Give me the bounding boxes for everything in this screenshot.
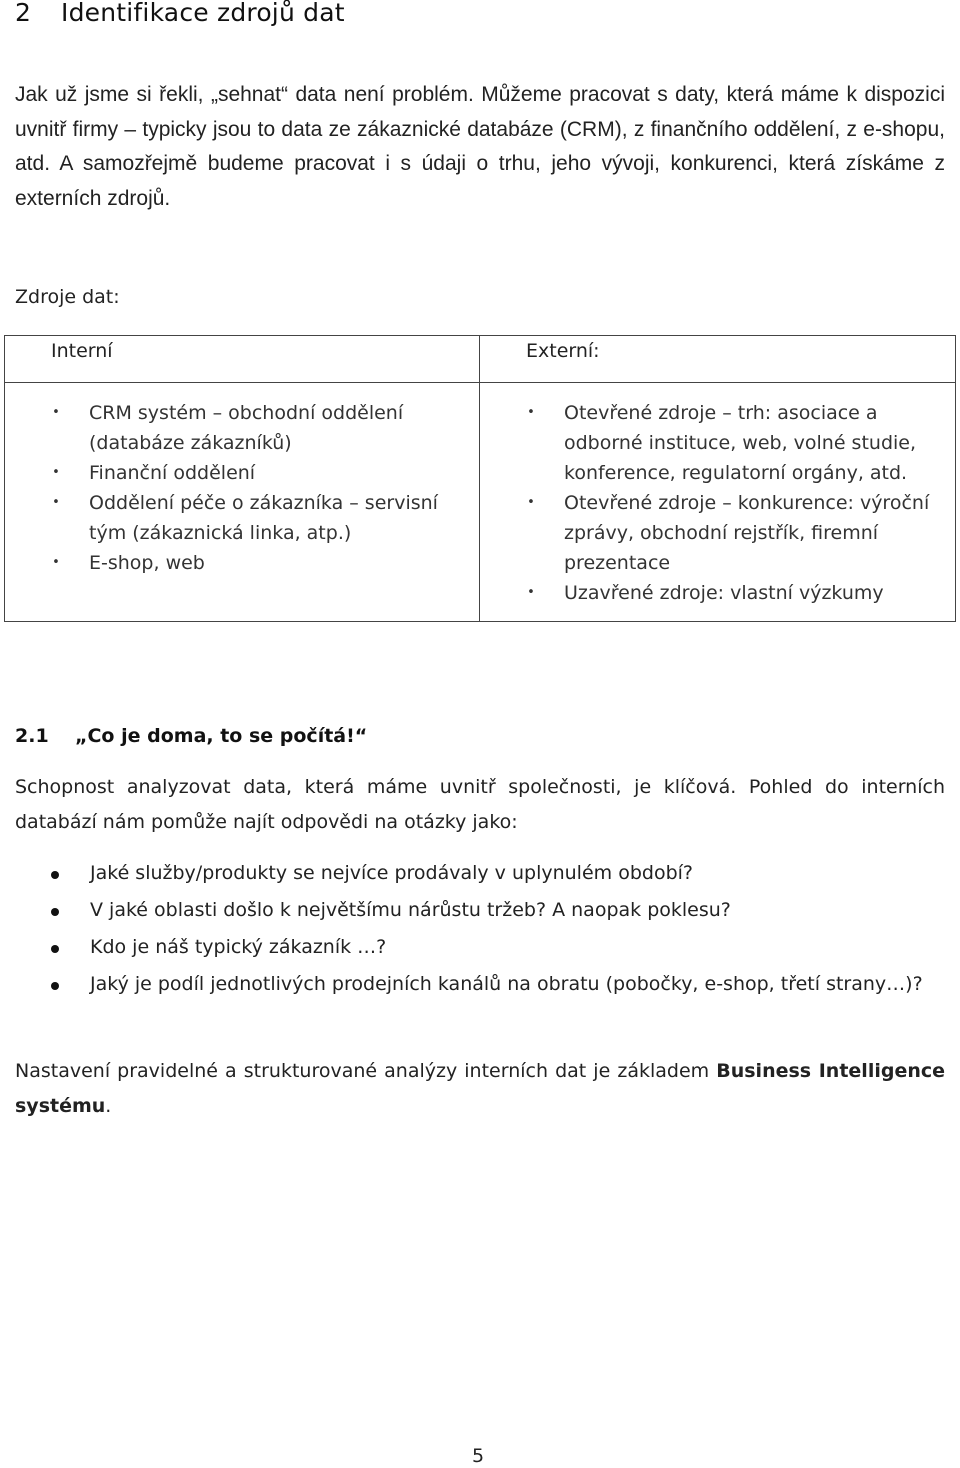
- sources-table: [4, 335, 956, 622]
- page-number: 5: [472, 1445, 485, 1467]
- list-item: Jaký je podíl jednotlivých prodejních kanálů na obratu (pobočky, e-shop, třetí strany…)?: [90, 967, 930, 1002]
- list-item: Kdo je náš typický zákazník …?: [90, 930, 930, 965]
- external-sources-list: [527, 398, 954, 608]
- list-item: • Uzavřené zdroje: vlastní výzkumy: [564, 578, 954, 608]
- table-header-divider: [5, 382, 955, 383]
- list-item: Jaké služby/produkty se nejvíce prodávaly v uplynulém období?: [90, 856, 930, 891]
- section-heading: [15, 0, 345, 27]
- list-item: • Otevřené zdroje – trh: asociace a odborné instituce, web, volné studie, konference, regulatorní orgány, atd.: [564, 398, 954, 488]
- bullet-icon: •: [527, 405, 535, 420]
- section-number: 2: [15, 0, 32, 27]
- bullet-icon: •: [52, 465, 60, 480]
- internal-sources-list: [52, 398, 469, 578]
- bullet-icon: [51, 908, 59, 916]
- bullet-icon: [51, 945, 59, 953]
- list-item: V jaké oblasti došlo k největšímu nárůstu tržeb? A naopak poklesu?: [90, 893, 930, 928]
- external-column-header: Externí:: [526, 340, 600, 362]
- subsection-number: 2.1: [15, 725, 49, 747]
- internal-column-header: Interní: [51, 340, 113, 362]
- bullet-icon: •: [52, 555, 60, 570]
- bullet-icon: [51, 871, 59, 879]
- business-intelligence-term: Business Intelligence systému: [15, 1060, 946, 1117]
- table-column-divider: [479, 336, 480, 621]
- list-item: • E-shop, web: [89, 548, 469, 578]
- subsection-heading: [15, 725, 367, 747]
- list-item: • Otevřené zdroje – konkurence: výroční zprávy, obchodní rejstřík, firemní prezentace: [564, 488, 954, 578]
- bullet-icon: •: [52, 405, 60, 420]
- section-title: Identifikace zdrojů dat: [61, 0, 345, 27]
- paragraph-intro-questions: Schopnost analyzovat data, která máme uvnitř společnosti, je klíčová. Pohled do interních databází nám pomůže najít odpovědi na otázky jako:: [15, 776, 945, 833]
- bullet-icon: •: [527, 585, 535, 600]
- questions-list: [90, 856, 930, 1004]
- list-item: • CRM systém – obchodní oddělení (databáze zákazníků): [89, 398, 469, 458]
- intro-paragraph: Jak už jsme si řekli, „sehnat“ data není problém. Můžeme pracovat s daty, která máme k dispozici uvnitř firmy – typicky jsou to data ze zákaznické databáze (CRM), z finančního oddělení, z e-shopu, atd. A samozřejmě budeme pracovat i s údaji o trhu, jeho vývoji, konkurenci, která získáme z externích zdrojů.: [15, 83, 945, 210]
- bullet-icon: [51, 982, 59, 990]
- bullet-icon: •: [527, 495, 535, 510]
- subsection-title: „Co je doma, to se počítá!“: [75, 725, 368, 747]
- list-item: • Oddělení péče o zákazníka – servisní tým (zákaznická linka, atp.): [89, 488, 469, 548]
- list-item: • Finanční oddělení: [89, 458, 469, 488]
- paragraph-conclusion: Nastavení pravidelné a strukturované analýzy interních dat je základem Business Intelligence systému.: [15, 1060, 946, 1117]
- sources-label: Zdroje dat:: [15, 286, 120, 308]
- bullet-icon: •: [52, 495, 60, 510]
